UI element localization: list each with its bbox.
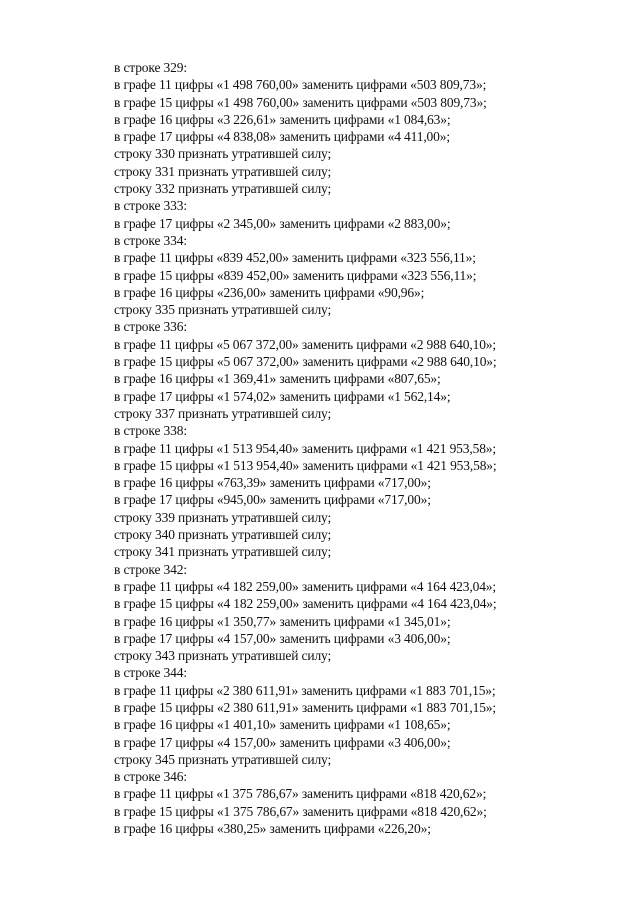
document-line: в графе 11 цифры «2 380 611,91» заменить цифрами «1 883 701,15»; xyxy=(114,682,496,698)
document-line: в графе 11 цифры «4 182 259,00» заменить цифрами «4 164 423,04»; xyxy=(114,578,497,594)
document-line: в графе 16 цифры «1 350,77» заменить цифрами «1 345,01»; xyxy=(114,613,451,629)
document-line: строку 341 признать утратившей силу; xyxy=(114,544,332,560)
document-line: в графе 15 цифры «1 498 760,00» заменить цифрами «503 809,73»; xyxy=(114,94,487,110)
document-line: строку 330 признать утратившей силу; xyxy=(114,146,332,162)
document-line: в графе 15 цифры «4 182 259,00» заменить цифрами «4 164 423,04»; xyxy=(114,596,497,612)
document-line: в строке 334: xyxy=(114,232,187,248)
document-line: в графе 11 цифры «1 513 954,40» заменить цифрами «1 421 953,58»; xyxy=(114,440,497,456)
document-line: строку 331 признать утратившей силу; xyxy=(114,163,332,179)
document-line: строку 345 признать утратившей силу; xyxy=(114,751,332,767)
document-line: строку 335 признать утратившей силу; xyxy=(114,302,332,318)
document-line: в графе 17 цифры «4 157,00» заменить цифрами «3 406,00»; xyxy=(114,734,451,750)
document-line: в графе 16 цифры «1 369,41» заменить цифрами «807,65»; xyxy=(114,371,441,387)
document-line: в строке 344: xyxy=(114,665,187,681)
document-line: строку 332 признать утратившей силу; xyxy=(114,181,332,197)
document-line: строку 339 признать утратившей силу; xyxy=(114,509,332,525)
document-line: в графе 16 цифры «236,00» заменить цифрами «90,96»; xyxy=(114,284,425,300)
document-line: в графе 15 цифры «2 380 611,91» заменить цифрами «1 883 701,15»; xyxy=(114,699,497,715)
document-line: в строке 336: xyxy=(114,319,187,335)
document-line: в графе 16 цифры «380,25» заменить цифрами «226,20»; xyxy=(114,821,431,837)
document-line: в графе 11 цифры «839 452,00» заменить цифрами «323 556,11»; xyxy=(114,250,476,266)
document-line: в графе 17 цифры «1 574,02» заменить цифрами «1 562,14»; xyxy=(114,388,451,404)
document-line: в графе 11 цифры «5 067 372,00» заменить цифрами «2 988 640,10»; xyxy=(114,336,497,352)
document-line: в графе 17 цифры «4 838,08» заменить цифрами «4 411,00»; xyxy=(114,129,450,145)
document-line: в строке 346: xyxy=(114,769,187,785)
document-line: в графе 17 цифры «2 345,00» заменить цифрами «2 883,00»; xyxy=(114,215,451,231)
document-line: в строке 342: xyxy=(114,561,187,577)
document-line: в графе 15 цифры «839 452,00» заменить цифрами «323 556,11»; xyxy=(114,267,477,283)
document-line: в графе 16 цифры «1 401,10» заменить цифрами «1 108,65»; xyxy=(114,717,451,733)
document-line: в графе 17 цифры «4 157,00» заменить цифрами «3 406,00»; xyxy=(114,630,451,646)
document-line: в графе 17 цифры «945,00» заменить цифрами «717,00»; xyxy=(114,492,431,508)
document-line: в графе 16 цифры «763,39» заменить цифрами «717,00»; xyxy=(114,475,431,491)
document-line: в графе 11 цифры «1 498 760,00» заменить цифрами «503 809,73»; xyxy=(114,77,487,93)
document-line: строку 343 признать утратившей силу; xyxy=(114,648,332,664)
amendment-list xyxy=(114,59,584,837)
document-line: в графе 16 цифры «3 226,61» заменить цифрами «1 084,63»; xyxy=(114,111,451,127)
document-line: в строке 329: xyxy=(114,60,187,75)
document-line: в графе 15 цифры «5 067 372,00» заменить цифрами «2 988 640,10»; xyxy=(114,354,497,370)
document-line: строку 340 признать утратившей силу; xyxy=(114,527,332,543)
document-line: в графе 15 цифры «1 375 786,67» заменить цифрами «818 420,62»; xyxy=(114,803,487,819)
document-line: в графе 15 цифры «1 513 954,40» заменить цифрами «1 421 953,58»; xyxy=(114,457,497,473)
document-line: строку 337 признать утратившей силу; xyxy=(114,405,332,421)
document-line: в строке 333: xyxy=(114,198,187,214)
document-line: в строке 338: xyxy=(114,423,187,439)
document-line: в графе 11 цифры «1 375 786,67» заменить цифрами «818 420,62»; xyxy=(114,786,487,802)
